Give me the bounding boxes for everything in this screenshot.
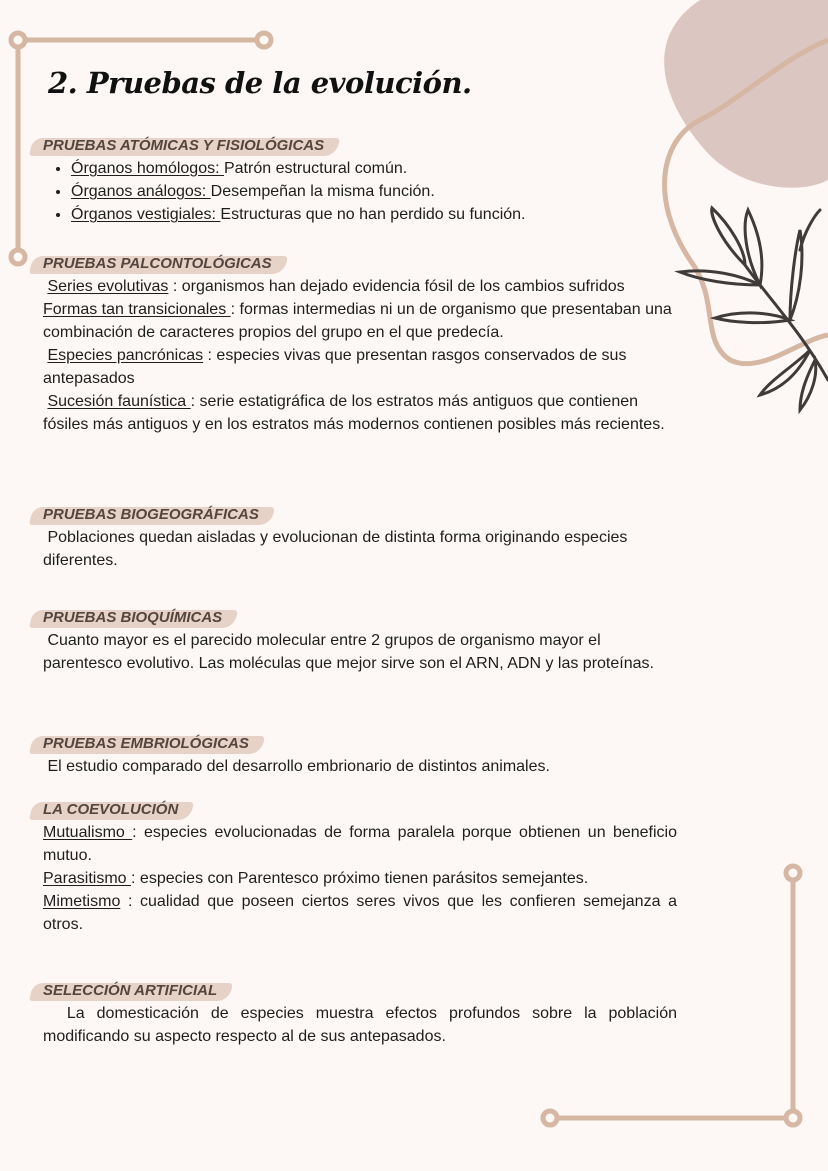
section-heading: PRUEBAS BIOGEOGRÁFICAS xyxy=(41,504,273,526)
bullet-list xyxy=(43,157,677,226)
list-item: • Órganos análogos: Desempeñan la misma función. xyxy=(71,180,677,203)
section-heading: PRUEBAS PALCONTOLÓGICAS xyxy=(41,253,286,275)
paragraph: Poblaciones quedan aisladas y evolucionan de distinta forma originando especies diferentes. xyxy=(43,529,628,569)
paragraph: Sucesión faunística : serie estatigráfica de los estratos más antiguos que contienen fósiles más antiguos y en los estratos más modernos contienen posibles más recientes. xyxy=(43,393,665,433)
list-item: • Órganos vestigiales: Estructuras que no han perdido su función. xyxy=(71,203,677,226)
paragraph: Especies pancrónicas : especies vivas que presentan rasgos conservados de sus antepasados xyxy=(43,347,627,387)
paragraph: Formas tan transicionales : formas intermedias ni un de organismo que presentaban una combinación de caracteres propios del grupo en el que predecía. xyxy=(43,301,672,341)
paragraph: Cuanto mayor es el parecido molecular entre 2 grupos de organismo mayor el parentesco evolutivo. Las moléculas que mejor sirve son el ARN, ADN y las proteínas. xyxy=(43,632,654,672)
section-heading: LA COEVOLUCIÓN xyxy=(41,799,192,821)
paragraph: Parasitismo : especies con Parentesco próximo tienen parásitos semejantes. xyxy=(43,870,589,887)
paragraph: Series evolutivas : organismos han dejado evidencia fósil de los cambios sufridos xyxy=(47,278,625,295)
list-item: • Órganos homólogos: Patrón estructural común. xyxy=(71,157,677,180)
section-paleontologicas xyxy=(43,252,677,436)
pink-blob xyxy=(664,0,828,188)
section-embriologicas xyxy=(43,732,677,778)
section-biogeograficas xyxy=(43,503,677,572)
section-seleccion-artificial xyxy=(43,979,677,1048)
section-coevolucion xyxy=(43,798,677,936)
paragraph: Mutualismo : especies evolucionadas de forma paralela porque obtienen un beneficio mutuo. xyxy=(43,824,678,864)
paragraph: La domesticación de especies muestra efectos profundos sobre la población modificando su aspecto respecto al de sus antepasados. xyxy=(43,1005,678,1045)
section-heading: PRUEBAS BIOQUÍMICAS xyxy=(41,607,236,629)
paragraph: El estudio comparado del desarrollo embrionario de distintos animales. xyxy=(47,758,550,775)
section-heading: PRUEBAS ATÓMICAS Y FISIOLÓGICAS xyxy=(41,135,338,157)
leaf-branch-icon xyxy=(680,208,828,410)
paragraph: Mimetismo : cualidad que poseen ciertos seres vivos que les confieren semejanza a otros. xyxy=(43,893,677,933)
section-atomicas xyxy=(43,134,677,226)
page-title: 2. Pruebas de la evolución. xyxy=(48,66,472,100)
section-heading: PRUEBAS EMBRIOLÓGICAS xyxy=(41,733,263,755)
section-bioquimicas xyxy=(43,606,677,675)
section-heading: SELECCIÓN ARTIFICIAL xyxy=(41,980,231,1002)
